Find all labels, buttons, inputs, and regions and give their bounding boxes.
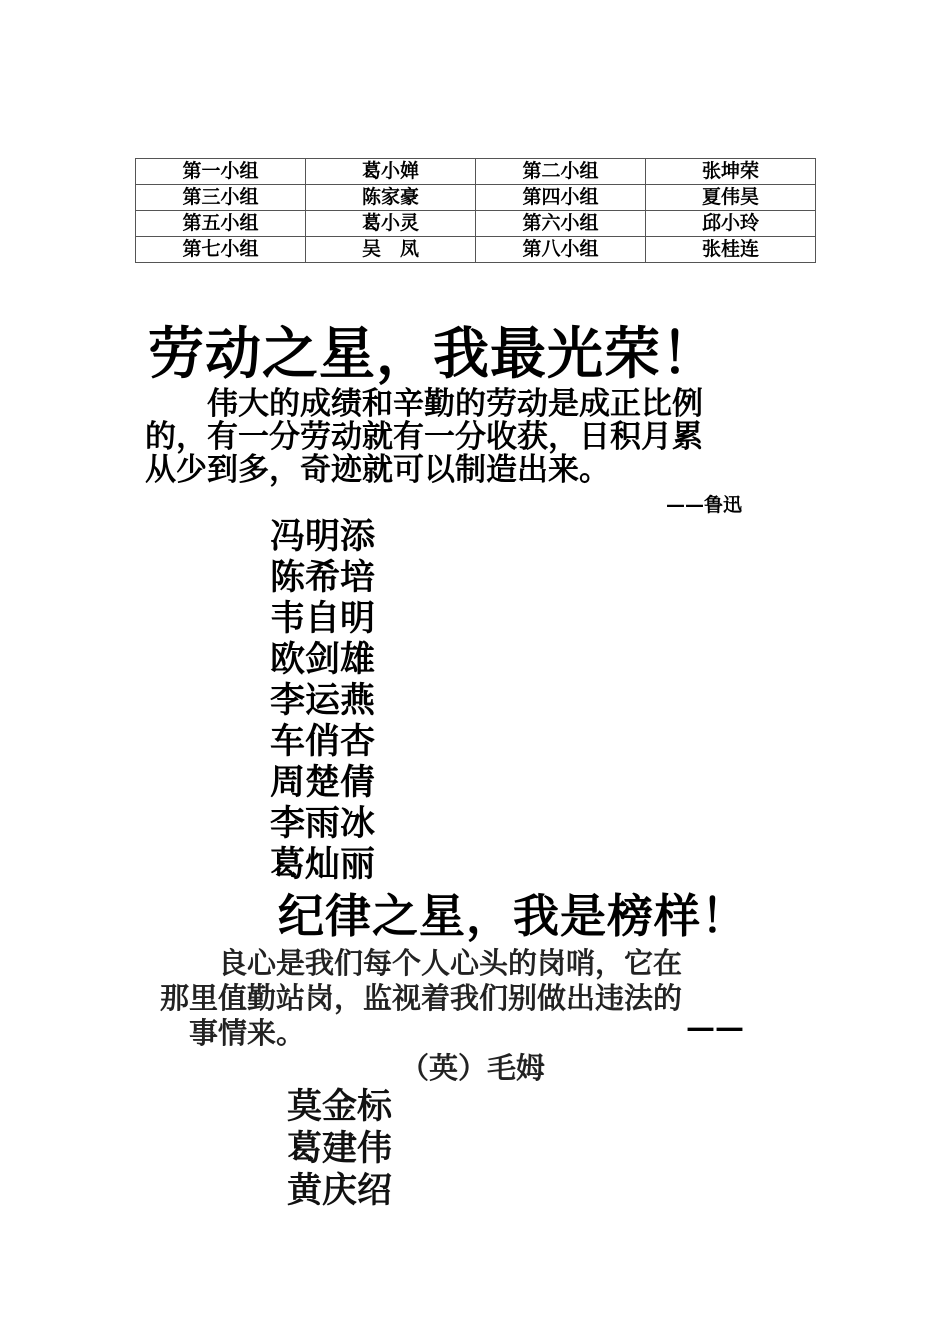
table-cell: 张桂连	[646, 237, 816, 263]
list-item: 欧剑雄	[270, 639, 376, 680]
table-cell: 吴 凤	[306, 237, 476, 263]
quote-line: 事情来。	[160, 1016, 306, 1050]
table-cell: 第五小组	[136, 211, 306, 237]
table-cell: 第八小组	[476, 237, 646, 263]
discipline-star-attribution: （英）毛姆	[400, 1051, 546, 1085]
table-cell: 葛小灵	[306, 211, 476, 237]
list-item: 黄庆绍	[287, 1170, 393, 1211]
list-item: 葛建伟	[287, 1128, 393, 1169]
group-leaders-table	[135, 158, 816, 263]
discipline-star-title: 纪律之星，我是榜样！	[278, 889, 748, 943]
table-row	[136, 237, 816, 263]
list-item: 韦自明	[270, 598, 376, 639]
list-item: 冯明添	[270, 516, 376, 557]
quote-line: 那里值勤站岗，监视着我们别做出违法的	[160, 981, 683, 1015]
quote-line: 从少到多，奇迹就可以制造出来。	[145, 452, 610, 488]
labor-star-names	[270, 516, 375, 885]
list-item: 莫金标	[287, 1086, 393, 1127]
table-cell: 第三小组	[136, 185, 306, 211]
table-cell: 第七小组	[136, 237, 306, 263]
discipline-star-attribution-dash: ——	[686, 1010, 744, 1044]
table-cell: 第二小组	[476, 159, 646, 185]
table-cell: 第一小组	[136, 159, 306, 185]
labor-star-quote	[145, 388, 703, 487]
list-item: 李运燕	[270, 680, 376, 721]
discipline-star-quote	[160, 946, 682, 1051]
table-cell: 第六小组	[476, 211, 646, 237]
list-item: 葛灿丽	[270, 844, 376, 885]
table-cell: 张坤荣	[646, 159, 816, 185]
table-cell: 陈家豪	[306, 185, 476, 211]
quote-line: 的，有一分劳动就有一分收获，日积月累	[145, 419, 703, 455]
table-cell: 夏伟昊	[646, 185, 816, 211]
table-row	[136, 185, 816, 211]
table-cell: 邱小玲	[646, 211, 816, 237]
table-cell: 第四小组	[476, 185, 646, 211]
list-item: 周楚倩	[270, 762, 376, 803]
table-cell: 葛小婵	[306, 159, 476, 185]
discipline-star-names	[287, 1086, 392, 1212]
labor-star-title: 劳动之星，我最光荣！	[148, 321, 718, 387]
quote-line: 良心是我们每个人心头的岗哨，它在	[160, 946, 683, 980]
list-item: 车俏杏	[270, 721, 376, 762]
labor-star-attribution: ——鲁迅	[666, 494, 743, 516]
list-item: 陈希培	[270, 557, 376, 598]
quote-line: 伟大的成绩和辛勤的劳动是成正比例	[145, 386, 703, 422]
table-row	[136, 159, 816, 185]
table-row	[136, 211, 816, 237]
list-item: 李雨冰	[270, 803, 376, 844]
